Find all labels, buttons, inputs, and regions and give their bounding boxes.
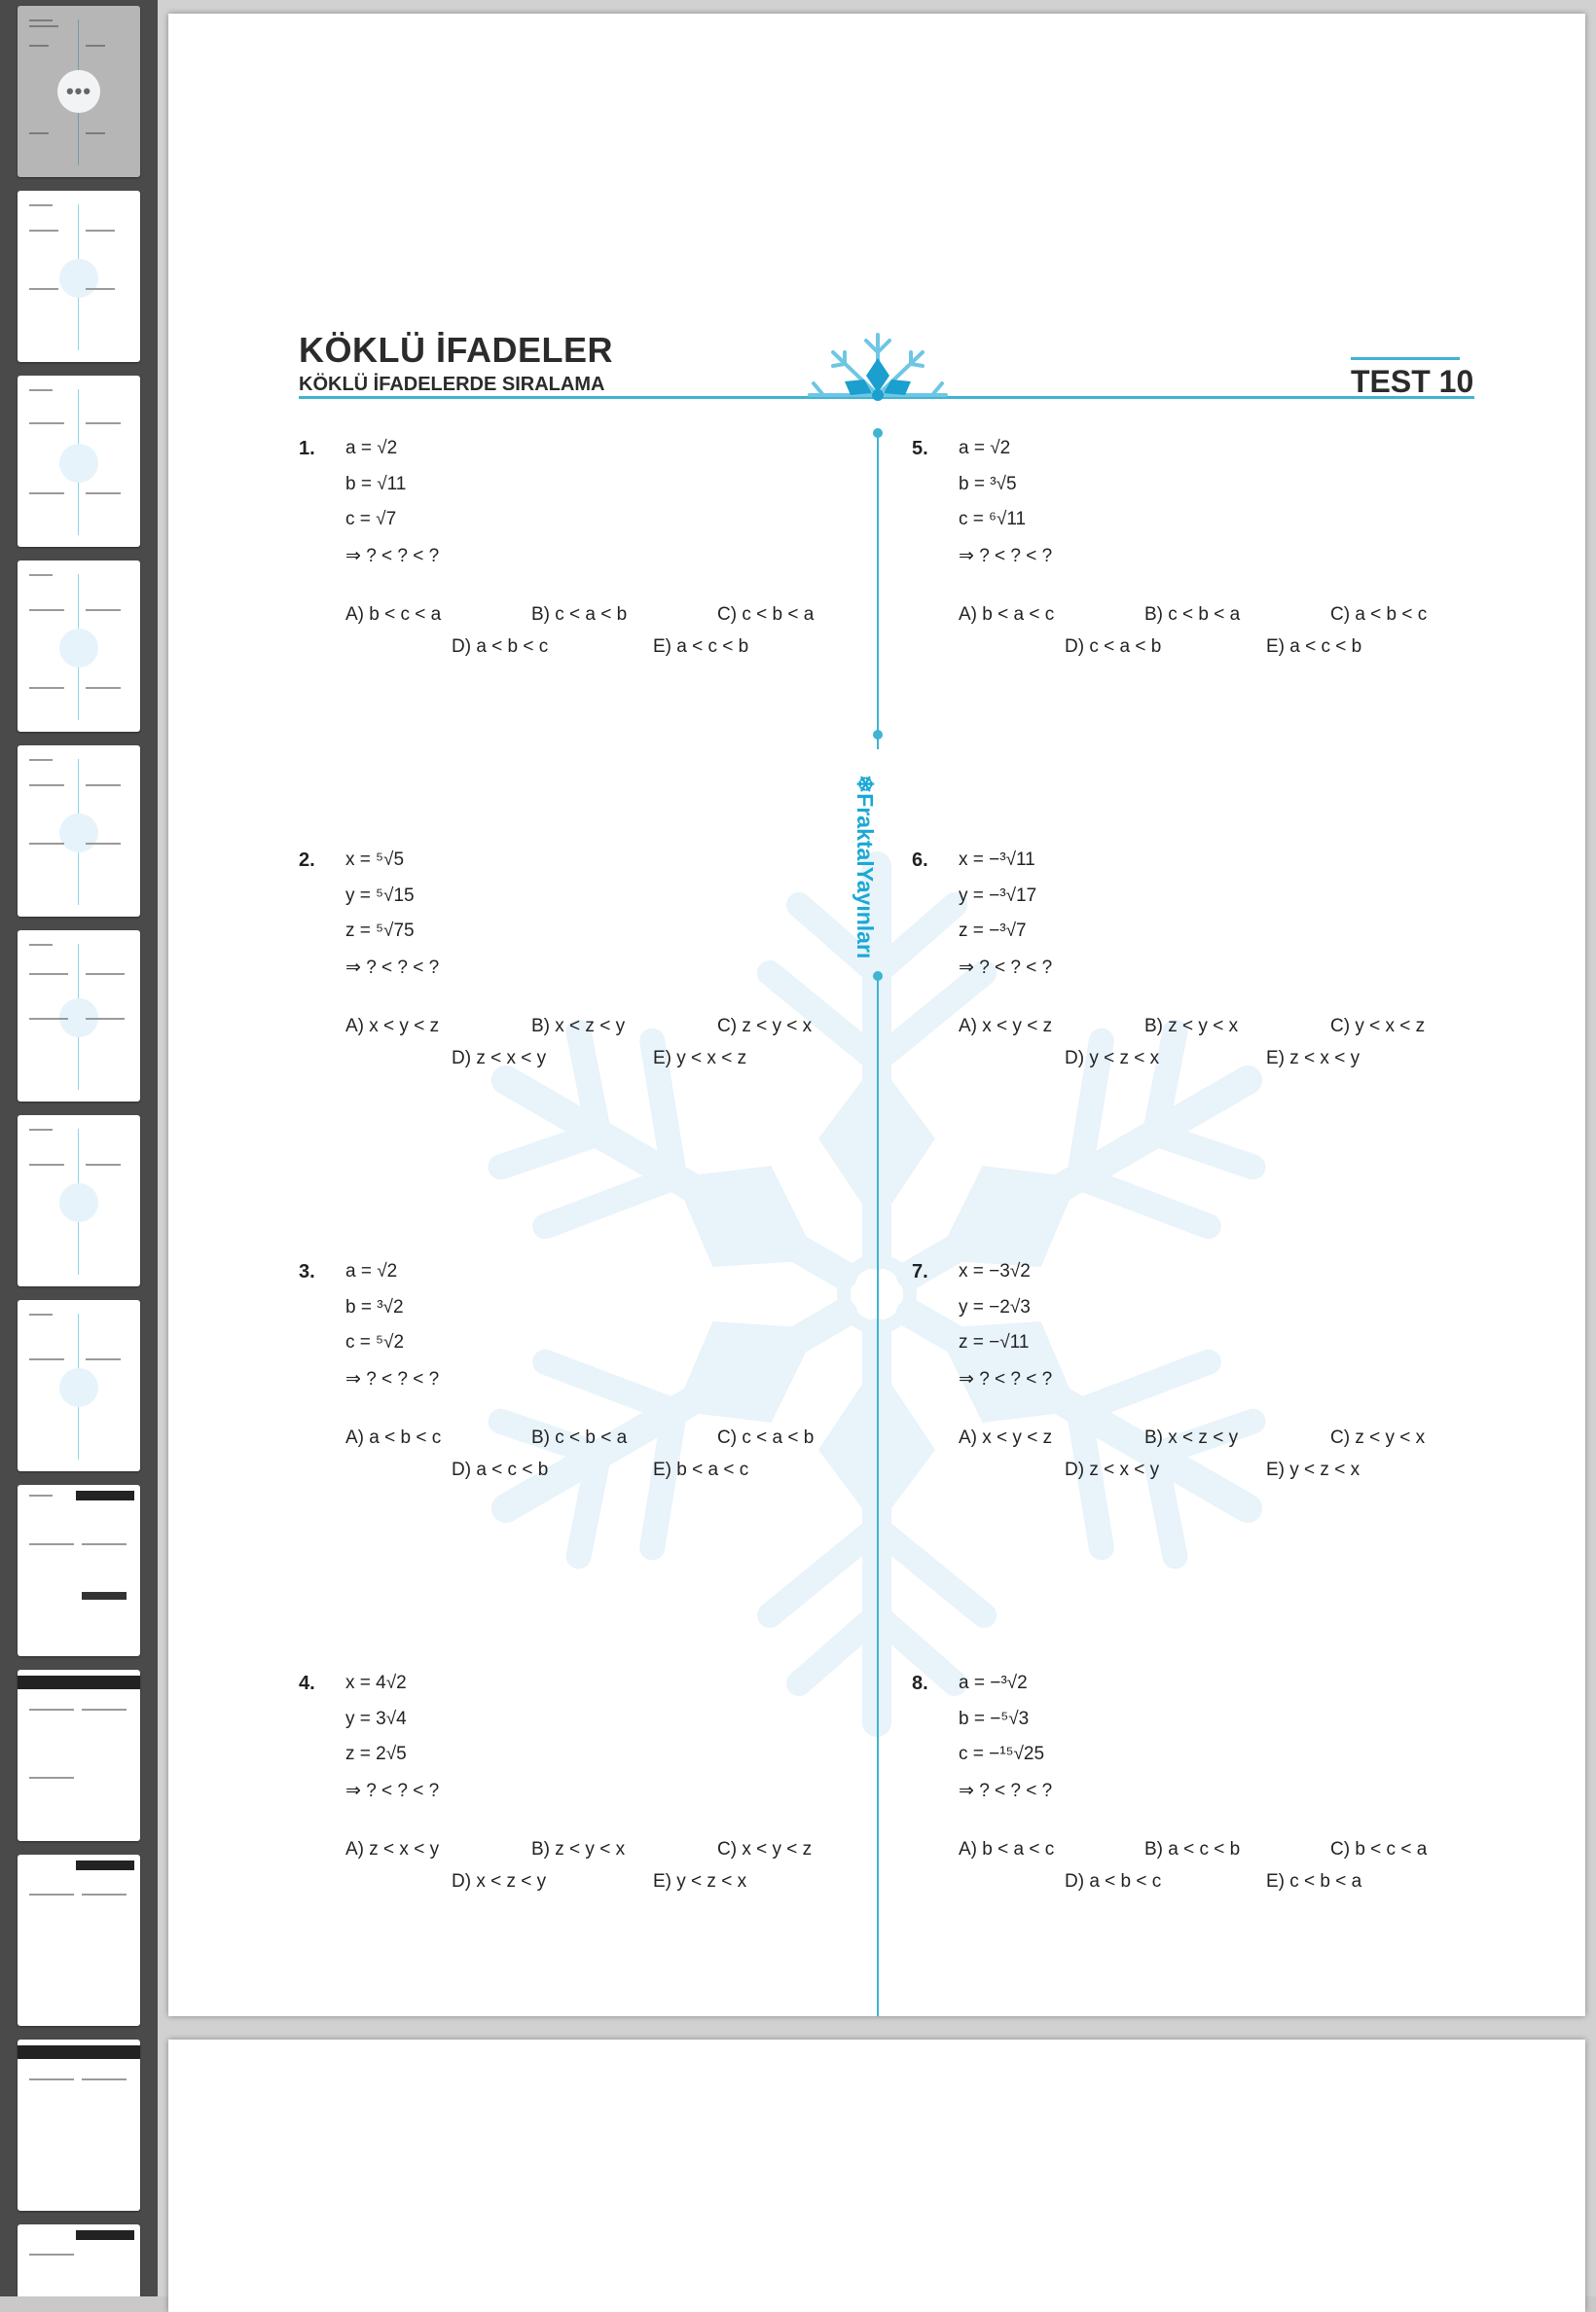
page-thumbnail[interactable] [18,1485,140,1656]
answer-option: D) x < z < y [452,1871,547,1892]
answer-option: B) x < z < y [1144,1427,1239,1448]
page-thumbnail[interactable] [18,191,140,362]
document-page [168,14,1585,2016]
answer-option: D) y < z < x [1065,1048,1160,1068]
answer-option: B) z < y < x [531,1839,626,1860]
answer-option: B) z < y < x [1144,1016,1239,1036]
page-title: KÖKLÜ İFADELER [299,330,614,370]
answer-option: B) a < c < b [1144,1839,1241,1860]
question-3: 3. a = √2 b = ³√2 c = ⁵√2 ⇒ ? < ? < ? A) a < b < c B) c < b < a C) c < a < b D) a < c < b E) b < a < c [299,1261,815,1480]
test-number-label: TEST 10 [1351,364,1474,399]
question-4: 4. x = 4√2 y = 3√4 z = 2√5 ⇒ ? < ? < ? A) z < x < y B) z < y < x C) x < y < z D) x < z < y E) y < z < x [299,1673,813,1892]
document-page [168,2040,1585,2312]
answer-option: D) c < a < b [1065,636,1162,657]
answer-option: C) z < y < x [1330,1427,1426,1448]
answer-option: D) a < b < c [452,636,549,657]
answer-option: C) y < x < z [1330,1016,1426,1036]
column-divider [877,975,879,2016]
answer-option: B) c < b < a [1144,604,1241,625]
answer-option: B) c < a < b [531,604,628,625]
answer-option: E) b < a < c [653,1460,749,1480]
answer-option: E) z < x < y [1266,1048,1360,1068]
page-thumbnail[interactable] [18,1115,140,1286]
page-thumbnail[interactable] [18,1670,140,1841]
answer-option: C) z < y < x [717,1016,813,1036]
answer-option: B) c < b < a [531,1427,628,1448]
publisher-brand: ❄FraktalYayınları [852,775,878,959]
question-1: 1. a = √2 b = √11 c = √7 ⇒ ? < ? < ? A) b < c < a B) c < a < b C) c < b < a D) a < b < c E) a < c < b [299,438,815,657]
column-divider [877,432,879,749]
answer-option: E) y < x < z [653,1048,747,1068]
answer-option: E) a < c < b [1266,636,1362,657]
question-7: 7. x = −3√2 y = −2√3 z = −√11 ⇒ ? < ? < ? A) x < y < z B) x < z < y C) z < y < x D) z < x < y E) y < z < x [912,1261,1426,1480]
answer-option: C) c < a < b [717,1427,815,1448]
answer-option: A) z < x < y [345,1839,440,1860]
answer-option: C) a < b < c [1330,604,1428,625]
page-thumbnail[interactable] [18,1300,140,1471]
answer-option: A) a < b < c [345,1427,442,1448]
answer-option: A) x < y < z [959,1016,1053,1036]
answer-option: C) b < c < a [1330,1839,1428,1860]
page-thumbnail[interactable] [18,2040,140,2211]
answer-option: A) x < y < z [345,1016,440,1036]
thumbnail-sidebar [0,0,158,2296]
page-thumbnail[interactable] [18,1855,140,2026]
answer-option: A) b < a < c [959,604,1055,625]
page-thumbnail[interactable] [18,745,140,917]
answer-option: A) b < c < a [345,604,442,625]
answer-option: E) c < b < a [1266,1871,1362,1892]
document-viewer[interactable] [158,0,1596,2296]
question-6: 6. x = −³√11 y = −³√17 z = −³√7 ⇒ ? < ? < ? A) x < y < z B) z < y < x C) y < x < z D) y < z < x E) z < x < y [912,849,1426,1068]
answer-option: A) b < a < c [959,1839,1055,1860]
page-thumbnail[interactable] [18,560,140,732]
answer-option: C) c < b < a [717,604,815,625]
more-options-button[interactable]: ••• [57,70,100,113]
divider-dot [873,730,883,740]
question-5: 5. a = √2 b = ³√5 c = ⁶√11 ⇒ ? < ? < ? A) b < a < c B) c < b < a C) a < b < c D) c < a < b E) a < c < b [912,438,1428,657]
answer-option: C) x < y < z [717,1839,813,1860]
question-2: 2. x = ⁵√5 y = ⁵√15 z = ⁵√75 ⇒ ? < ? < ? A) x < y < z B) x < z < y C) z < y < x D) z < x < y E) y < x < z [299,849,813,1068]
page-thumbnail[interactable] [18,930,140,1102]
answer-option: E) y < z < x [653,1871,747,1892]
test-label-rule [1351,357,1460,360]
question-8: 8. a = −³√2 b = −⁵√3 c = −¹⁵√25 ⇒ ? < ? < ? A) b < a < c B) a < c < b C) b < c < a D) a < b < c E) c < b < a [912,1673,1428,1892]
answer-option: A) x < y < z [959,1427,1053,1448]
page-thumbnail[interactable] [18,2224,140,2296]
answer-option: B) x < z < y [531,1016,626,1036]
answer-option: D) a < c < b [452,1460,549,1480]
page-subtitle: KÖKLÜ İFADELERDE SIRALAMA [299,374,605,395]
answer-option: E) a < c < b [653,636,749,657]
answer-option: D) z < x < y [1065,1460,1160,1480]
answer-option: D) a < b < c [1065,1871,1162,1892]
answer-option: E) y < z < x [1266,1460,1360,1480]
answer-option: D) z < x < y [452,1048,547,1068]
snowflake-logo-icon [806,331,950,409]
page-thumbnail[interactable] [18,376,140,547]
